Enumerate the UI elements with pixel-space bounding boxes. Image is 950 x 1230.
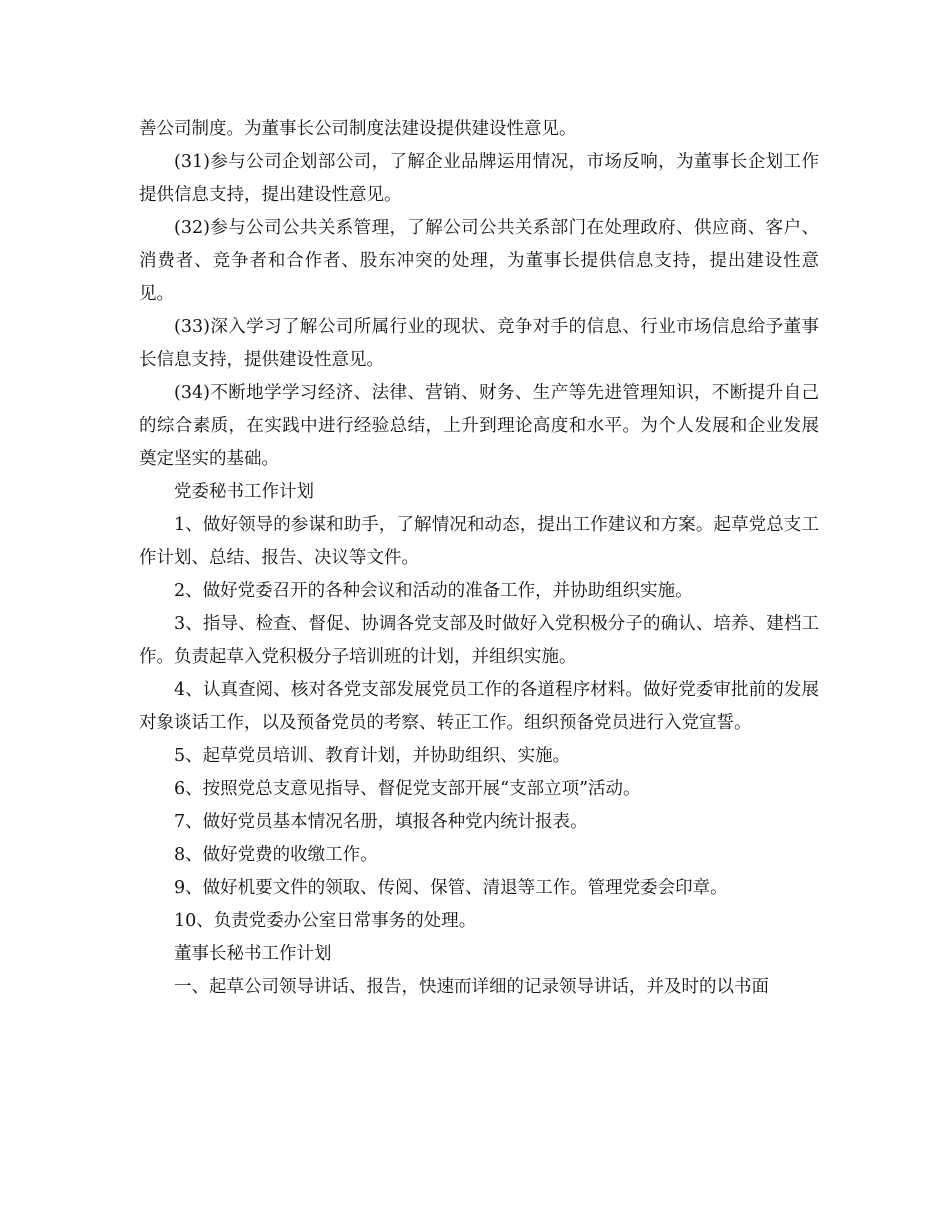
paragraph-2: (31)参与公司企划部公司，了解企业品牌运用情况，市场反响，为董事长企划工作提供信息支持，提出建设性意见。 <box>139 152 819 205</box>
paragraph-5: (34)不断地学学习经济、法律、营销、财务、生产等先进管理知识，不断提升自己的综合素质，在实践中进行经验总结，上升到理论高度和水平。为个人发展和企业发展奠定坚实的基础。 <box>139 383 819 469</box>
paragraph-4: (33)深入学习了解公司所属行业的现状、竞争对手的信息、行业市场信息给予董事长信息支持，提供建设性意见。 <box>139 317 819 370</box>
paragraph-16: 10、负责党委办公室日常事务的处理。 <box>174 911 477 931</box>
paragraph-12: 6、按照党总支意见指导、督促党支部开展“支部立项”活动。 <box>174 779 641 799</box>
paragraph-10: 4、认真查阅、核对各党支部发展党员工作的各道程序材料。做好党委审批前的发展对象谈话工作，以及预备党员的考察、转正工作。组织预备党员进行入党宣誓。 <box>139 680 819 733</box>
paragraph-1: 善公司制度。为董事长公司制度法建设提供建设性意见。 <box>139 119 577 139</box>
paragraph-7: 1、做好领导的参谋和助手，了解情况和动态，提出工作建议和方案。起草党总支工作计划、总结、报告、决议等文件。 <box>139 515 819 568</box>
paragraph-13: 7、做好党员基本情况名册，填报各种党内统计报表。 <box>174 812 588 832</box>
paragraph-11: 5、起草党员培训、教育计划，并协助组织、实施。 <box>174 746 571 766</box>
paragraph-14: 8、做好党费的收缴工作。 <box>174 845 378 865</box>
document-body <box>139 113 819 1004</box>
paragraph-18: 一、起草公司领导讲话、报告，快速而详细的记录领导讲话，并及时的以书面 <box>174 977 769 997</box>
paragraph-9: 3、指导、检查、督促、协调各党支部及时做好入党积极分子的确认、培养、建档工作。负责起草入党积极分子培训班的计划，并组织实施。 <box>139 614 819 667</box>
paragraph-8: 2、做好党委召开的各种会议和活动的准备工作，并协助组织实施。 <box>174 581 693 601</box>
paragraph-15: 9、做好机要文件的领取、传阅、保管、清退等工作。管理党委会印章。 <box>174 878 728 898</box>
paragraph-3: (32)参与公司公共关系管理，了解公司公共关系部门在处理政府、供应商、客户、消费者、竞争者和合作者、股东冲突的处理，为董事长提供信息支持，提出建设性意见。 <box>139 218 819 304</box>
section-heading-chairman-secretary: 董事长秘书工作计划 <box>174 944 332 964</box>
section-heading-party-secretary: 党委秘书工作计划 <box>174 482 314 502</box>
